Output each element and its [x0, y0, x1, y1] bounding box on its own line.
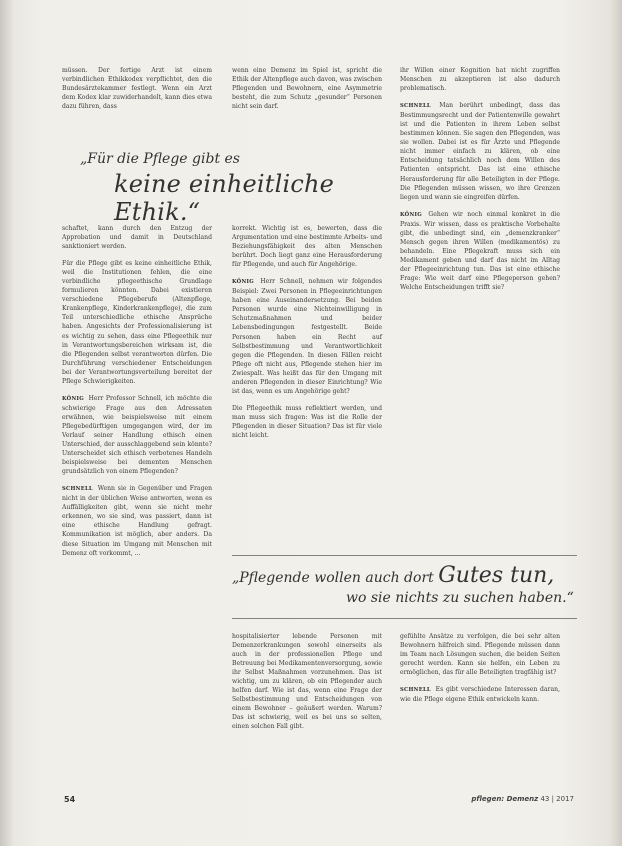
column-3-body — [400, 66, 560, 300]
speaker-label: KÖNIG — [62, 395, 84, 402]
pull-quote-bottom-text: „Pflegende wollen auch dort — [232, 570, 439, 586]
body-text: Herr Professor Schnell, ich möchte die schwierige Frage aus den Adressaten erwähnen, wie beispielsweise mit einem Pflegebedürftigen umgegangen wird, der im Verlauf seiner Handlung ethisch einen Unterschied, der ausschlaggebend sein könnte? Unterscheidet sich ethisch verbotenes Handeln beispielsweise bei dementen Menschen grundsätzlich von einem Pflegenden? — [62, 394, 213, 476]
column-1-top — [62, 66, 212, 119]
divider — [232, 618, 577, 619]
body-text: Es gibt verschiedene Interessen daran, wie die Pflege eigene Ethik entwickeln kann. — [400, 686, 561, 704]
body-text: müssen. Der fertige Arzt ist einem verbindlichen Ethikkodex verpflichtet, den die Bundesärztekammer festlegt. Wenn ein Arzt dem Kodex klar zuwiderhandelt, kann dies etwa dazu führen, dass — [62, 67, 212, 111]
interview-paragraph — [62, 394, 212, 476]
interview-paragraph — [400, 210, 560, 292]
body-text: Man berührt unbedingt, dass das Bestimmungsrecht und der Patientenwille gewahrt ist und die Patienten in ihrem Leben selbst bestimmen können. Sie sagen den Pflegenden, was sie wollen. Dabei ist es für Ärzte und Pflegende nicht immer einfach zu klären, ob eine Entscheidung tatsächlich noch dem Willen des Patienten entspricht. Das ist eine ethische Herausforderung für alle Beteiligten in der Pflege. Die Pflegenden müssen wissen, wo ihre Grenzen liegen und wann sie eingreifen dürfen. — [400, 102, 561, 201]
body-text: wenn eine Demenz im Spiel ist, spricht die Ethik der Altenpflege auch davon, was zwischen Pflegenden und Bewohnern, eine Asymmetrie besteht, die zum Schutz „gesunder“ Personen nicht sein darf. — [232, 67, 382, 111]
body-text: korrekt. Wichtig ist es, bewerten, dass die Argumentation und eine bestimmte Arbeits- und Beziehungsfähigkeit des alten Menschen berührt. Doch liegt ganz eine Herausforderung für Pflegende, und auch für Angehörige. — [232, 225, 382, 269]
magazine-title: pflegen: Demenz — [471, 795, 539, 803]
interview-paragraph — [232, 277, 382, 396]
column-3-bottom — [400, 632, 560, 712]
interview-paragraph — [400, 685, 560, 704]
issue-number: 43 | 2017 — [540, 795, 574, 803]
speaker-label: SCHNELL — [62, 486, 93, 493]
column-2-bottom — [232, 632, 382, 740]
pull-quote-bottom — [232, 563, 577, 608]
column-2-body — [232, 224, 382, 448]
body-text: Wenn sie in Gegenüber und Fragen nicht in der üblichen Weise antworten, wenn es Auffälligkeiten gibt, wenn sie nicht mehr erkennen, wo sie sind, was passiert, dann ist eine ethische Handlung gefragt. Kommunikation ist möglich, aber anders. Da diese Situation im Umgang mit Menschen mit Demenz oft vorkommt, ... — [62, 485, 212, 557]
pull-quote-bottom-emphasis: Gutes tun, — [438, 563, 555, 588]
speaker-label: KÖNIG — [232, 279, 254, 286]
body-text: Für die Pflege gibt es keine einheitliche Ethik, weil die Institutionen fehlen, die eine verbindliche pflegeethische Grundlage formulieren könnten. Dabei existieren verschiedene Pflegeberufe (Altenpflege, Krankenpflege, Kinderkrankenpflege), die zum Teil unterschiedliche ethische Ansprüche haben. Angesichts der Professionalisierung ist es wichtig zu sehen, dass eine Pflegeethik nur in Verantwortungsbereichen wirksam ist, die die Pflegenden selbst verantworten dürfen. Die Durchführung verschiedener Entscheidungen bei der Verantwortungsverteilung bereitet der Pflege Schwierigkeiten. — [62, 260, 212, 385]
pull-quote-top-line2: keine einheitliche Ethik.“ — [114, 170, 335, 226]
body-text: schaftet, kann durch den Entzug der Approbation und damit in Deutschland sanktioniert werden. — [62, 225, 212, 251]
page-number: 54 — [64, 795, 76, 804]
body-text: gefühlte Ansätze zu verfolgen, die bei sehr alten Bewohnern hilfreich sind. Pflegende müssen dann im Team nach Lösungen suchen, die beiden Seiten gerecht werden. Kann sie helfen, ein Leben zu ermöglichen, das für alle Beteiligten tragfähig ist? — [400, 633, 560, 677]
speaker-label: SCHNELL — [400, 687, 431, 694]
interview-paragraph — [400, 101, 560, 202]
footer-magazine — [471, 795, 574, 803]
body-text: Herr Schnell, nehmen wir folgendes Beispiel: Zwei Personen in Pflegeeinrichtungen haben eine Auseinandersetzung. Bei beiden Personen wurde eine Nichteinwilligung in Schutzmaßnahmen und beider Lebensbedingungen festgestellt. Beide Personen haben ein Recht auf Selbstbestimmung und Verantwortlichkeit gegen die Pflegenden. In diesen Fällen reicht Pflege oft nicht aus, Pflegende stehen hier im Zwiespalt. Was heißt das für den Umgang mit anderen Pflegenden in dieser Einrichtung? Wie ist das, wenn es um Angehörige geht? — [232, 278, 383, 395]
pull-quote-top-line1: „Für die Pflege gibt es — [80, 151, 240, 167]
speaker-label: KÖNIG — [400, 211, 422, 218]
column-1-body — [62, 224, 212, 566]
pull-quote-bottom-line1 — [232, 563, 577, 588]
pull-quote-top — [62, 150, 362, 226]
speaker-label: SCHNELL — [400, 103, 431, 110]
body-text: Gehen wir noch einmal konkret in die Praxis. Wir wissen, dass es praktische Vorbehalte gibt, die unbedingt sind, ein „demenzkranker“ Mensch gegen ihren Willen (medikamentös) zu behandeln. Eine Pflegekraft muss sich ein Medikament geben und darf das nicht im Alltag der Pflegeeinrichtung tun. Das ist eine ethische Frage: Wie weit darf eine Pflegeperson gehen? Welche Entscheidungen trifft sie? — [400, 210, 560, 292]
body-text: Die Pflegeethik muss reflektiert werden, und man muss sich fragen: Was ist die Rolle der Pflegenden in dieser Situation? Das ist für viele nicht leicht. — [232, 404, 382, 439]
divider — [232, 555, 577, 556]
body-text: ihr Willen einer Kognition hat nicht zugriffen Menschen zu akzeptieren ist also dadurch problematisch. — [400, 67, 560, 93]
interview-paragraph — [62, 484, 212, 557]
pull-quote-bottom-line2: wo sie nichts zu suchen haben.“ — [346, 590, 574, 606]
body-text: hospitalisierter lebende Personen mit Demenzerkrankungen sowohl einerseits als auch in der professionellen Pflege und Betreuung bei Medikamentenversorgung, sowie ihr Selbst Maßnahmen vorzunehmen. Das ist wichtig, um zu klären, ob ein Pflegender auch helfen darf. Wie ist das, wenn eine Frage der Selbstbestimmung und Entscheidungen von einem Bewohner – geäußert werden. Warum? Das ist schwierig, weil es bei uns so selten, einen solchen Fall gibt. — [232, 633, 382, 731]
column-2-top — [232, 66, 382, 119]
